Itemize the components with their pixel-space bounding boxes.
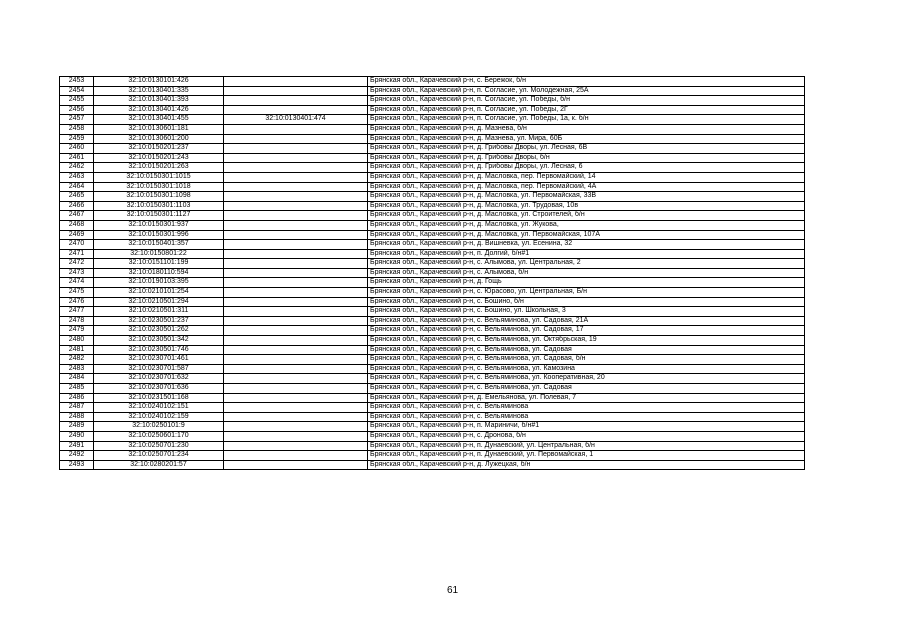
address-cell: Брянская обл., Карачевский р-н, с. Алымова, ул. Центральная, 2 — [368, 259, 805, 269]
previous-cadastral-number — [224, 153, 368, 163]
table-row — [60, 307, 805, 317]
cadastral-number: 32:10:0150201:237 — [94, 144, 224, 154]
previous-cadastral-number — [224, 393, 368, 403]
row-number: 2468 — [60, 220, 94, 230]
cadastral-number: 32:10:0130401:393 — [94, 96, 224, 106]
cadastral-number: 32:10:0231501:168 — [94, 393, 224, 403]
previous-cadastral-number — [224, 220, 368, 230]
row-number: 2472 — [60, 259, 94, 269]
previous-cadastral-number — [224, 96, 368, 106]
address-cell: Брянская обл., Карачевский р-н, с. Вельяминова, ул. Садовая, б/н — [368, 355, 805, 365]
row-number: 2482 — [60, 355, 94, 365]
row-number: 2476 — [60, 297, 94, 307]
previous-cadastral-number — [224, 336, 368, 346]
address-cell: Брянская обл., Карачевский р-н, д. Мазнева, ул. Мира, 60Б — [368, 134, 805, 144]
previous-cadastral-number — [224, 345, 368, 355]
previous-cadastral-number — [224, 364, 368, 374]
row-number: 2470 — [60, 240, 94, 250]
previous-cadastral-number — [224, 172, 368, 182]
table-row — [60, 96, 805, 106]
previous-cadastral-number — [224, 249, 368, 259]
table-row — [60, 345, 805, 355]
cadastral-number: 32:10:0190103:395 — [94, 278, 224, 288]
previous-cadastral-number — [224, 134, 368, 144]
table-row — [60, 288, 805, 298]
previous-cadastral-number — [224, 403, 368, 413]
cadastral-number: 32:10:0151101:199 — [94, 259, 224, 269]
table-row — [60, 374, 805, 384]
row-number: 2460 — [60, 144, 94, 154]
row-number: 2471 — [60, 249, 94, 259]
row-number: 2466 — [60, 201, 94, 211]
address-cell: Брянская обл., Карачевский р-н, с. Бошино, ул. Школьная, 3 — [368, 307, 805, 317]
row-number: 2480 — [60, 336, 94, 346]
address-cell: Брянская обл., Карачевский р-н, д. Масловка, ул. Трудовая, 10в — [368, 201, 805, 211]
cadastral-number: 32:10:0240102:151 — [94, 403, 224, 413]
cadastral-number: 32:10:0150301:1127 — [94, 211, 224, 221]
row-number: 2490 — [60, 431, 94, 441]
cadastral-number: 32:10:0280201:57 — [94, 460, 224, 470]
previous-cadastral-number — [224, 316, 368, 326]
row-number: 2483 — [60, 364, 94, 374]
address-cell: Брянская обл., Карачевский р-н, с. Вельяминова, ул. Садовая, 17 — [368, 326, 805, 336]
row-number: 2461 — [60, 153, 94, 163]
table-row — [60, 220, 805, 230]
table-row — [60, 316, 805, 326]
row-number: 2474 — [60, 278, 94, 288]
address-cell: Брянская обл., Карачевский р-н, с. Бережок, б/н — [368, 77, 805, 87]
previous-cadastral-number — [224, 431, 368, 441]
address-cell: Брянская обл., Карачевский р-н, п. Дунаевский, ул. Центральная, б/н — [368, 441, 805, 451]
cadastral-number: 32:10:0130601:181 — [94, 124, 224, 134]
table-row — [60, 355, 805, 365]
table-row — [60, 144, 805, 154]
table-row — [60, 393, 805, 403]
address-cell: Брянская обл., Карачевский р-н, д. Лужецкая, б/н — [368, 460, 805, 470]
row-number: 2454 — [60, 86, 94, 96]
address-cell: Брянская обл., Карачевский р-н, с. Вельяминова, ул. Камозина — [368, 364, 805, 374]
previous-cadastral-number — [224, 326, 368, 336]
row-number: 2493 — [60, 460, 94, 470]
cadastral-number: 32:10:0210501:311 — [94, 307, 224, 317]
cadastral-number: 32:10:0130401:426 — [94, 105, 224, 115]
previous-cadastral-number — [224, 278, 368, 288]
row-number: 2491 — [60, 441, 94, 451]
address-cell: Брянская обл., Карачевский р-н, д. Грибовы Дворы, ул. Лесная, 6 — [368, 163, 805, 173]
address-cell: Брянская обл., Карачевский р-н, п. Долгий, б/н#1 — [368, 249, 805, 259]
row-number: 2458 — [60, 124, 94, 134]
table-row — [60, 153, 805, 163]
row-number: 2455 — [60, 96, 94, 106]
row-number: 2465 — [60, 192, 94, 202]
table-row — [60, 249, 805, 259]
cadastral-number: 32:10:0230501:342 — [94, 336, 224, 346]
address-cell: Брянская обл., Карачевский р-н, с. Алымова, б/н — [368, 268, 805, 278]
address-cell: Брянская обл., Карачевский р-н, д. Грибовы Дворы, б/н — [368, 153, 805, 163]
address-cell: Брянская обл., Карачевский р-н, с. Вельяминова — [368, 412, 805, 422]
address-cell: Брянская обл., Карачевский р-н, д. Масловка, пер. Первомайский, 4А — [368, 182, 805, 192]
table-row — [60, 460, 805, 470]
address-cell: Брянская обл., Карачевский р-н, с. Вельяминова, ул. Садовая, 21А — [368, 316, 805, 326]
address-cell: Брянская обл., Карачевский р-н, п. Мариничи, б/н#1 — [368, 422, 805, 432]
row-number: 2473 — [60, 268, 94, 278]
address-cell: Брянская обл., Карачевский р-н, д. Грибовы Дворы, ул. Лесная, 6В — [368, 144, 805, 154]
row-number: 2453 — [60, 77, 94, 87]
previous-cadastral-number — [224, 163, 368, 173]
cadastral-number: 32:10:0210501:294 — [94, 297, 224, 307]
address-cell: Брянская обл., Карачевский р-н, д. Гощь — [368, 278, 805, 288]
table-row — [60, 422, 805, 432]
cadastral-number: 32:10:0150301:1018 — [94, 182, 224, 192]
address-cell: Брянская обл., Карачевский р-н, п. Согласие, ул. Победы, 1а, к. б/н — [368, 115, 805, 125]
previous-cadastral-number — [224, 192, 368, 202]
cadastral-number: 32:10:0250701:234 — [94, 451, 224, 461]
address-cell: Брянская обл., Карачевский р-н, п. Согласие, ул. Победы, 2Г — [368, 105, 805, 115]
cadastral-number: 32:10:0130101:426 — [94, 77, 224, 87]
previous-cadastral-number — [224, 307, 368, 317]
previous-cadastral-number — [224, 460, 368, 470]
address-cell: Брянская обл., Карачевский р-н, д. Масловка, ул. Жукова, — [368, 220, 805, 230]
table-row — [60, 124, 805, 134]
previous-cadastral-number — [224, 77, 368, 87]
row-number: 2469 — [60, 230, 94, 240]
row-number: 2479 — [60, 326, 94, 336]
cadastral-number: 32:10:0150301:937 — [94, 220, 224, 230]
table-row — [60, 384, 805, 394]
cadastral-number: 32:10:0230501:237 — [94, 316, 224, 326]
address-cell: Брянская обл., Карачевский р-н, д. Масловка, ул. Строителей, б/н — [368, 211, 805, 221]
cadastral-number: 32:10:0230701:587 — [94, 364, 224, 374]
previous-cadastral-number — [224, 259, 368, 269]
cadastral-number: 32:10:0130401:455 — [94, 115, 224, 125]
row-number: 2464 — [60, 182, 94, 192]
address-cell: Брянская обл., Карачевский р-н, д. Емельянова, ул. Полевая, 7 — [368, 393, 805, 403]
cadastral-number: 32:10:0230701:461 — [94, 355, 224, 365]
table-row — [60, 134, 805, 144]
cadastral-number: 32:10:0250101:9 — [94, 422, 224, 432]
table-row — [60, 259, 805, 269]
table-row — [60, 431, 805, 441]
address-cell: Брянская обл., Карачевский р-н, д. Масловка, ул. Первомайская, 33В — [368, 192, 805, 202]
address-cell: Брянская обл., Карачевский р-н, д. Вишневка, ул. Есенина, 32 — [368, 240, 805, 250]
row-number: 2478 — [60, 316, 94, 326]
row-number: 2486 — [60, 393, 94, 403]
previous-cadastral-number — [224, 124, 368, 134]
previous-cadastral-number — [224, 201, 368, 211]
table-row — [60, 451, 805, 461]
previous-cadastral-number — [224, 297, 368, 307]
cadastral-number: 32:10:0130601:200 — [94, 134, 224, 144]
cadastral-number: 32:10:0150201:243 — [94, 153, 224, 163]
cadastral-number: 32:10:0150201:263 — [94, 163, 224, 173]
cadastral-number: 32:10:0230701:636 — [94, 384, 224, 394]
table-row — [60, 412, 805, 422]
table-row — [60, 403, 805, 413]
address-cell: Брянская обл., Карачевский р-н, с. Бошино, б/н — [368, 297, 805, 307]
table-row — [60, 172, 805, 182]
cadastral-number: 32:10:0150801:22 — [94, 249, 224, 259]
address-cell: Брянская обл., Карачевский р-н, с. Вельяминова, ул. Садовая — [368, 384, 805, 394]
cadastral-number: 32:10:0230501:262 — [94, 326, 224, 336]
previous-cadastral-number — [224, 268, 368, 278]
address-cell: Брянская обл., Карачевский р-н, д. Мазнева, б/н — [368, 124, 805, 134]
row-number: 2484 — [60, 374, 94, 384]
cadastral-number: 32:10:0250601:170 — [94, 431, 224, 441]
cadastral-number: 32:10:0250701:230 — [94, 441, 224, 451]
cadastral-number: 32:10:0180110:594 — [94, 268, 224, 278]
row-number: 2456 — [60, 105, 94, 115]
previous-cadastral-number — [224, 105, 368, 115]
cadastral-number: 32:10:0150301:996 — [94, 230, 224, 240]
table-body — [60, 77, 805, 470]
table-row — [60, 192, 805, 202]
table-row — [60, 105, 805, 115]
table-row — [60, 211, 805, 221]
row-number: 2489 — [60, 422, 94, 432]
address-cell: Брянская обл., Карачевский р-н, с. Дронова, б/н — [368, 431, 805, 441]
row-number: 2475 — [60, 288, 94, 298]
row-number: 2467 — [60, 211, 94, 221]
table-row — [60, 441, 805, 451]
table-row — [60, 240, 805, 250]
table-row — [60, 77, 805, 87]
row-number: 2481 — [60, 345, 94, 355]
table-row — [60, 163, 805, 173]
table-row — [60, 297, 805, 307]
address-cell: Брянская обл., Карачевский р-н, с. Вельяминова — [368, 403, 805, 413]
table-row — [60, 268, 805, 278]
table-row — [60, 278, 805, 288]
address-cell: Брянская обл., Карачевский р-н, п. Согласие, ул. Победы, б/н — [368, 96, 805, 106]
previous-cadastral-number — [224, 374, 368, 384]
cadastral-number: 32:10:0150301:1015 — [94, 172, 224, 182]
property-table — [59, 76, 805, 470]
table-row — [60, 336, 805, 346]
cadastral-number: 32:10:0240102:159 — [94, 412, 224, 422]
cadastral-number: 32:10:0150401:357 — [94, 240, 224, 250]
row-number: 2492 — [60, 451, 94, 461]
row-number: 2477 — [60, 307, 94, 317]
row-number: 2487 — [60, 403, 94, 413]
previous-cadastral-number — [224, 211, 368, 221]
previous-cadastral-number — [224, 288, 368, 298]
previous-cadastral-number — [224, 144, 368, 154]
previous-cadastral-number — [224, 451, 368, 461]
address-cell: Брянская обл., Карачевский р-н, с. Юрасово, ул. Центральная, Б/н — [368, 288, 805, 298]
previous-cadastral-number — [224, 86, 368, 96]
previous-cadastral-number — [224, 355, 368, 365]
address-cell: Брянская обл., Карачевский р-н, д. Масловка, ул. Первомайская, 107А — [368, 230, 805, 240]
table-row — [60, 115, 805, 125]
row-number: 2462 — [60, 163, 94, 173]
cadastral-number: 32:10:0230701:632 — [94, 374, 224, 384]
cadastral-number: 32:10:0230501:746 — [94, 345, 224, 355]
row-number: 2463 — [60, 172, 94, 182]
previous-cadastral-number — [224, 422, 368, 432]
address-cell: Брянская обл., Карачевский р-н, п. Согласие, ул. Молодежная, 25А — [368, 86, 805, 96]
address-cell: Брянская обл., Карачевский р-н, п. Дунаевский, ул. Первомайская, 1 — [368, 451, 805, 461]
previous-cadastral-number — [224, 230, 368, 240]
page-number: 61 — [446, 585, 459, 596]
cadastral-number: 32:10:0130401:335 — [94, 86, 224, 96]
cadastral-number: 32:10:0150301:1103 — [94, 201, 224, 211]
address-cell: Брянская обл., Карачевский р-н, с. Вельяминова, ул. Октябрьская, 19 — [368, 336, 805, 346]
previous-cadastral-number — [224, 441, 368, 451]
table-row — [60, 326, 805, 336]
table-row — [60, 230, 805, 240]
row-number: 2485 — [60, 384, 94, 394]
address-cell: Брянская обл., Карачевский р-н, д. Масловка, пер. Первомайский, 14 — [368, 172, 805, 182]
address-cell: Брянская обл., Карачевский р-н, с. Вельяминова, ул. Кооперативная, 20 — [368, 374, 805, 384]
row-number: 2488 — [60, 412, 94, 422]
previous-cadastral-number — [224, 240, 368, 250]
previous-cadastral-number: 32:10:0130401:474 — [224, 115, 368, 125]
previous-cadastral-number — [224, 182, 368, 192]
table-row — [60, 201, 805, 211]
cadastral-number: 32:10:0150301:1098 — [94, 192, 224, 202]
table-row — [60, 86, 805, 96]
row-number: 2457 — [60, 115, 94, 125]
address-cell: Брянская обл., Карачевский р-н, с. Вельяминова, ул. Садовая — [368, 345, 805, 355]
cadastral-number: 32:10:0210101:254 — [94, 288, 224, 298]
row-number: 2459 — [60, 134, 94, 144]
previous-cadastral-number — [224, 412, 368, 422]
table-row — [60, 182, 805, 192]
previous-cadastral-number — [224, 384, 368, 394]
table-row — [60, 364, 805, 374]
